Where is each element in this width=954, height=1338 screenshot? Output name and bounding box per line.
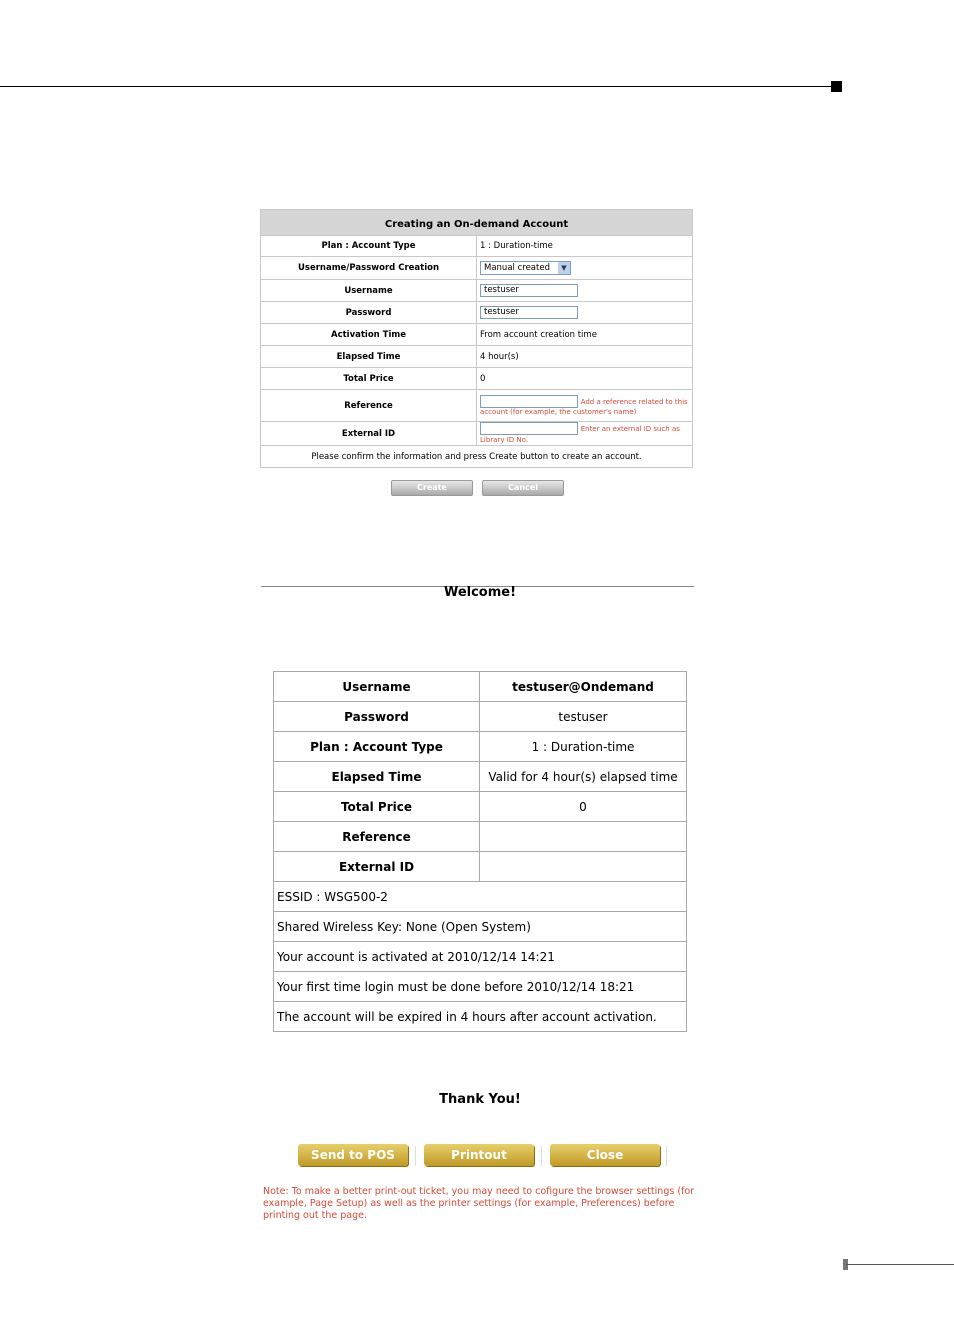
form-label-plan: Plan : Account Type (261, 236, 477, 257)
ticket-value-elapsed: Valid for 4 hour(s) elapsed time (480, 762, 687, 792)
ticket-activated-at: Your account is activated at 2010/12/14 14:21 (274, 942, 687, 972)
thank-you-text: Thank You! (439, 1092, 521, 1107)
ticket-essid: ESSID : WSG500-2 (274, 882, 687, 912)
ticket-value-external-id (480, 852, 687, 882)
form-label-activation: Activation Time (261, 324, 477, 346)
ticket-label-reference: Reference (274, 822, 480, 852)
ticket-value-username: testuser@Ondemand (480, 672, 687, 702)
send-to-pos-button[interactable]: Send to POS (298, 1144, 408, 1166)
printout-button[interactable]: Printout (424, 1144, 534, 1166)
button-separator (541, 1146, 542, 1166)
chevron-down-icon: ▼ (558, 262, 570, 274)
reference-input[interactable] (480, 395, 578, 408)
confirm-message: Please confirm the information and press Create button to create an account. (261, 446, 693, 468)
bottom-rule (846, 1264, 954, 1265)
table-row (274, 792, 687, 822)
table-row (274, 822, 687, 852)
ticket-value-password: testuser (480, 702, 687, 732)
form-value-elapsed: 4 hour(s) (477, 346, 693, 368)
print-note: Note: To make a better print-out ticket, you may need to cofigure the browser settings (for example, Page Setup) as well as the printer settings (for example, Preferences) before printing out the page. (263, 1186, 695, 1221)
ticket-value-reference (480, 822, 687, 852)
ticket-label-username: Username (274, 672, 480, 702)
welcome-heading: Welcome! (443, 585, 517, 600)
top-square-marker (831, 81, 842, 92)
top-rule (0, 86, 832, 87)
external-id-input[interactable] (480, 422, 578, 435)
table-row (274, 702, 687, 732)
form-label-external-id: External ID (261, 422, 477, 446)
ticket-value-plan: 1 : Duration-time (480, 732, 687, 762)
username-input[interactable]: testuser (480, 284, 578, 297)
ticket-label-plan: Plan : Account Type (274, 732, 480, 762)
form-value-activation: From account creation time (477, 324, 693, 346)
password-input[interactable]: testuser (480, 306, 578, 319)
account-ticket-table (273, 671, 687, 1032)
form-label-price: Total Price (261, 368, 477, 390)
form-value-price: 0 (477, 368, 693, 390)
create-account-form (260, 209, 693, 468)
form-title: Creating an On-demand Account (261, 210, 693, 236)
ticket-wireless-key: Shared Wireless Key: None (Open System) (274, 912, 687, 942)
form-value-plan: 1 : Duration-time (477, 236, 693, 257)
external-id-hint: Enter an external ID such as Library ID No. (480, 425, 680, 444)
close-button[interactable]: Close (550, 1144, 660, 1166)
reference-hint: Add a reference related to this account (for example, the customer's name) (480, 397, 688, 416)
create-button[interactable]: Create (391, 480, 473, 496)
ticket-label-elapsed: Elapsed Time (274, 762, 480, 792)
ticket-expiry: The account will be expired in 4 hours after account activation. (274, 1002, 687, 1032)
table-row (274, 732, 687, 762)
form-label-creation: Username/Password Creation (261, 257, 477, 280)
table-row (274, 762, 687, 792)
ticket-label-external-id: External ID (274, 852, 480, 882)
form-label-reference: Reference (261, 390, 477, 422)
creation-method-select[interactable] (480, 261, 571, 275)
ticket-value-price: 0 (480, 792, 687, 822)
table-row (274, 852, 687, 882)
cancel-button[interactable]: Cancel (482, 480, 564, 496)
ticket-first-login: Your first time login must be done before 2010/12/14 18:21 (274, 972, 687, 1002)
form-label-password: Password (261, 302, 477, 324)
button-separator (666, 1146, 667, 1166)
creation-method-value: Manual created (484, 263, 550, 273)
button-separator (415, 1146, 416, 1166)
ticket-label-price: Total Price (274, 792, 480, 822)
ticket-label-password: Password (274, 702, 480, 732)
form-label-username: Username (261, 280, 477, 302)
form-label-elapsed: Elapsed Time (261, 346, 477, 368)
table-row (274, 672, 687, 702)
